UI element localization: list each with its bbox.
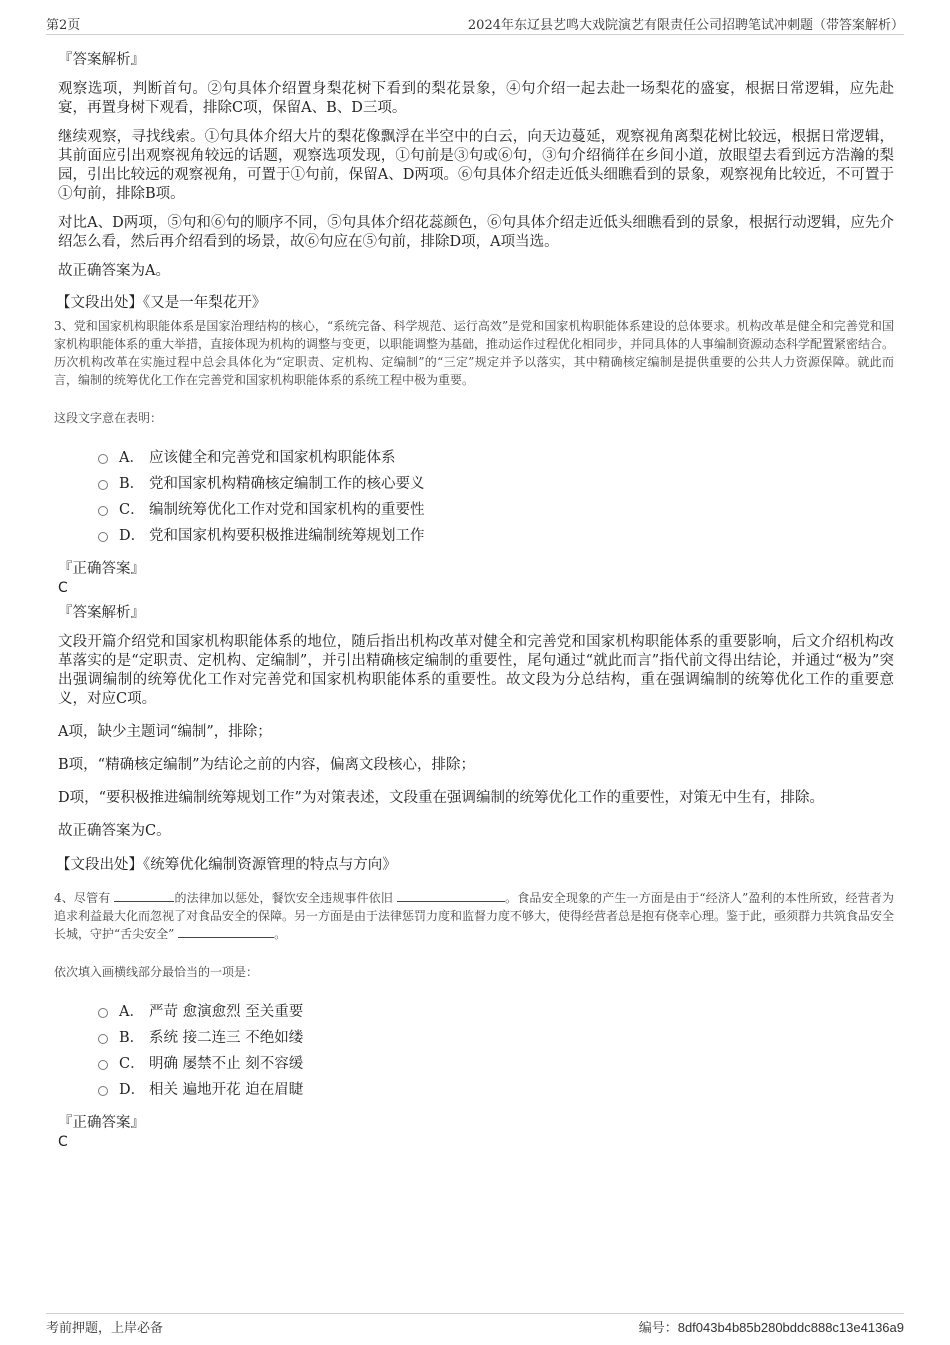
radio-icon[interactable] — [98, 1086, 108, 1096]
option-c[interactable] — [98, 1049, 894, 1075]
question-3-prompt: 这段文字意在表明： — [54, 411, 163, 425]
option-key: C． — [119, 1055, 145, 1072]
option-text: 党和国家机构精确核定编制工作的核心要义 — [149, 475, 425, 492]
analysis-paragraph: A项，缺少主题词“编制”，排除； — [58, 724, 272, 740]
fill-blank-2[interactable] — [397, 889, 505, 902]
option-text: 应该健全和完善党和国家机构职能体系 — [149, 449, 396, 466]
analysis-label: 『答案解析』 — [58, 52, 145, 68]
option-a[interactable] — [98, 443, 894, 469]
source-citation: 【文段出处】《又是一年梨花开》 — [56, 295, 267, 311]
option-text: 编制统筹优化工作对党和国家机构的重要性 — [149, 501, 425, 518]
question-4-options — [98, 997, 894, 1101]
code-value: 8df043b4b85b280bddc888c13e4136a9 — [677, 1320, 904, 1335]
analysis-paragraph: 观察选项，判断首句。②句具体介绍置身梨花树下看到的梨花景象，④句介绍一起去赴一场梨花的盛宴，根据日常逻辑，应先赴宴，再置身树下观看，排除C项，保留A、B、D三项。 — [58, 81, 894, 116]
option-b[interactable] — [98, 1023, 894, 1049]
correct-answer-label: 『正确答案』 — [58, 1115, 145, 1131]
option-text: 严苛 愈演愈烈 至关重要 — [149, 1003, 304, 1020]
analysis-conclusion: 故正确答案为C。 — [58, 823, 171, 839]
option-key: A． — [119, 449, 144, 466]
option-c[interactable] — [98, 495, 894, 521]
radio-icon[interactable] — [98, 1034, 108, 1044]
question-3-options — [98, 443, 894, 547]
option-key: C． — [119, 501, 145, 518]
page-footer — [46, 1313, 904, 1336]
option-key: B． — [119, 1029, 145, 1046]
radio-icon[interactable] — [98, 480, 108, 490]
question-4-text-part: 4、尽管有 — [54, 891, 115, 905]
analysis-paragraph: B项，“精确核定编制”为结论之前的内容，偏离文段核心，排除； — [58, 757, 475, 773]
option-text: 明确 屡禁不止 刻不容缓 — [149, 1055, 304, 1072]
document-title: 2024年东辽县艺鸣大戏院演艺有限责任公司招聘笔试冲刺题（带答案解析） — [467, 18, 904, 33]
option-key: D． — [119, 1081, 146, 1098]
option-d[interactable] — [98, 521, 894, 547]
source-citation: 【文段出处】《统筹优化编制资源管理的特点与方向》 — [56, 857, 397, 873]
code-label: 编号： — [638, 1321, 678, 1336]
page-content — [54, 50, 895, 1157]
option-text: 相关 遍地开花 迫在眉睫 — [149, 1081, 304, 1098]
radio-icon[interactable] — [98, 1060, 108, 1070]
option-b[interactable] — [98, 469, 894, 495]
document-code — [639, 1317, 904, 1336]
option-d[interactable] — [98, 1075, 894, 1101]
question-4-text-part: 。食品安全现象的产生一方面是由于“经济人”盈利的本性所致，经营者为追求利益最大化而忽视了对食品安全的保障。另一方面是由于法律惩罚力度和监督力度不够大，使得经营者总是抱有侥幸心理。鉴于此，亟须群力共筑食品安全长城，守护“舌尖安全” — [54, 891, 895, 941]
page-number: 第2页 — [46, 18, 81, 33]
footer-slogan: 考前押题，上岸必备 — [46, 1321, 164, 1336]
option-key: D． — [119, 527, 146, 544]
analysis-paragraph: 对比A、D两项，⑤句和⑥句的顺序不同，⑤句具体介绍花蕊颜色，⑥句具体介绍走近低头细瞧看到的景象，根据行动逻辑，应先介绍怎么看，然后再介绍看到的场景，故⑥句应在⑤句前，排除D项，A项当选。 — [58, 215, 894, 250]
radio-icon[interactable] — [98, 454, 108, 464]
fill-blank-3[interactable] — [178, 925, 274, 938]
question-4-prompt: 依次填入画横线部分最恰当的一项是： — [54, 965, 259, 979]
analysis-paragraph: 继续观察，寻找线索。①句具体介绍大片的梨花像飘浮在半空中的白云，向天边蔓延，观察视角离梨花树比较远，根据日常逻辑，其前面应引出观察视角较远的话题，观察选项发现，①句前是③句或⑥句，③句介绍徜徉在乡间小道，放眼望去看到远方浩瀚的梨园，引出比较远的观察视角，可置于①句前，保留A、D两项。⑥句具体介绍走近低头细瞧看到的景象，观察视角比较近，不可置于①句前，排除B项。 — [58, 129, 894, 202]
option-key: A． — [119, 1003, 144, 1020]
question-4-text — [54, 889, 894, 943]
option-text: 系统 接二连三 不绝如缕 — [149, 1029, 304, 1046]
radio-icon[interactable] — [98, 532, 108, 542]
question-3-text: 3、党和国家机构职能体系是国家治理结构的核心，“系统完备、科学规范、运行高效”是党和国家机构职能体系建设的总体要求。机构改革是健全和完善党和国家机构职能体系的重大举措，直接体现为机构的调整与变更，以职能调整为基础，推动运作过程优化相同步，并同具体的人事编制资源动态科学配置紧密结合。历次机构改革在实施过程中总会具体化为“定职责、定机构、定编制”的“三定”规定并予以落实，其中精确核定编制是提供重要的公共人力资源保障。就此而言，编制的统筹优化工作在完善党和国家机构职能体系的系统工程中极为重要。 — [54, 319, 895, 387]
analysis-conclusion: 故正确答案为A。 — [58, 263, 170, 279]
option-a[interactable] — [98, 997, 894, 1023]
option-key: B． — [119, 475, 145, 492]
correct-answer: C — [58, 580, 68, 596]
correct-answer: C — [58, 1134, 68, 1150]
fill-blank-1[interactable] — [114, 889, 174, 902]
analysis-paragraph: D项，“要积极推进编制统筹规划工作”为对策表述，文段重在强调编制的统筹优化工作的重要性，对策无中生有，排除。 — [58, 790, 824, 806]
page-header — [46, 14, 904, 35]
question-4-text-part: 的法律加以惩处，餐饮安全违规事件依旧 — [174, 891, 397, 905]
analysis-label: 『答案解析』 — [58, 605, 145, 621]
option-text: 党和国家机构要积极推进编制统筹规划工作 — [149, 527, 425, 544]
question-4-text-part: 。 — [274, 927, 287, 941]
radio-icon[interactable] — [98, 506, 108, 516]
analysis-paragraph: 文段开篇介绍党和国家机构职能体系的地位，随后指出机构改革对健全和完善党和国家机构职能体系的重要影响，后文介绍机构改革落实的是“定职责、定机构、定编制”，并引出精确核定编制的重要性，尾句通过“就此而言”指代前文得出结论，并通过“极为”突出强调编制的统筹优化工作对完善党和国家机构职能体系的重要性。故文段为分总结构，重在强调编制的统筹优化工作的重要意义，对应C项。 — [58, 634, 894, 707]
correct-answer-label: 『正确答案』 — [58, 561, 145, 577]
radio-icon[interactable] — [98, 1008, 108, 1018]
